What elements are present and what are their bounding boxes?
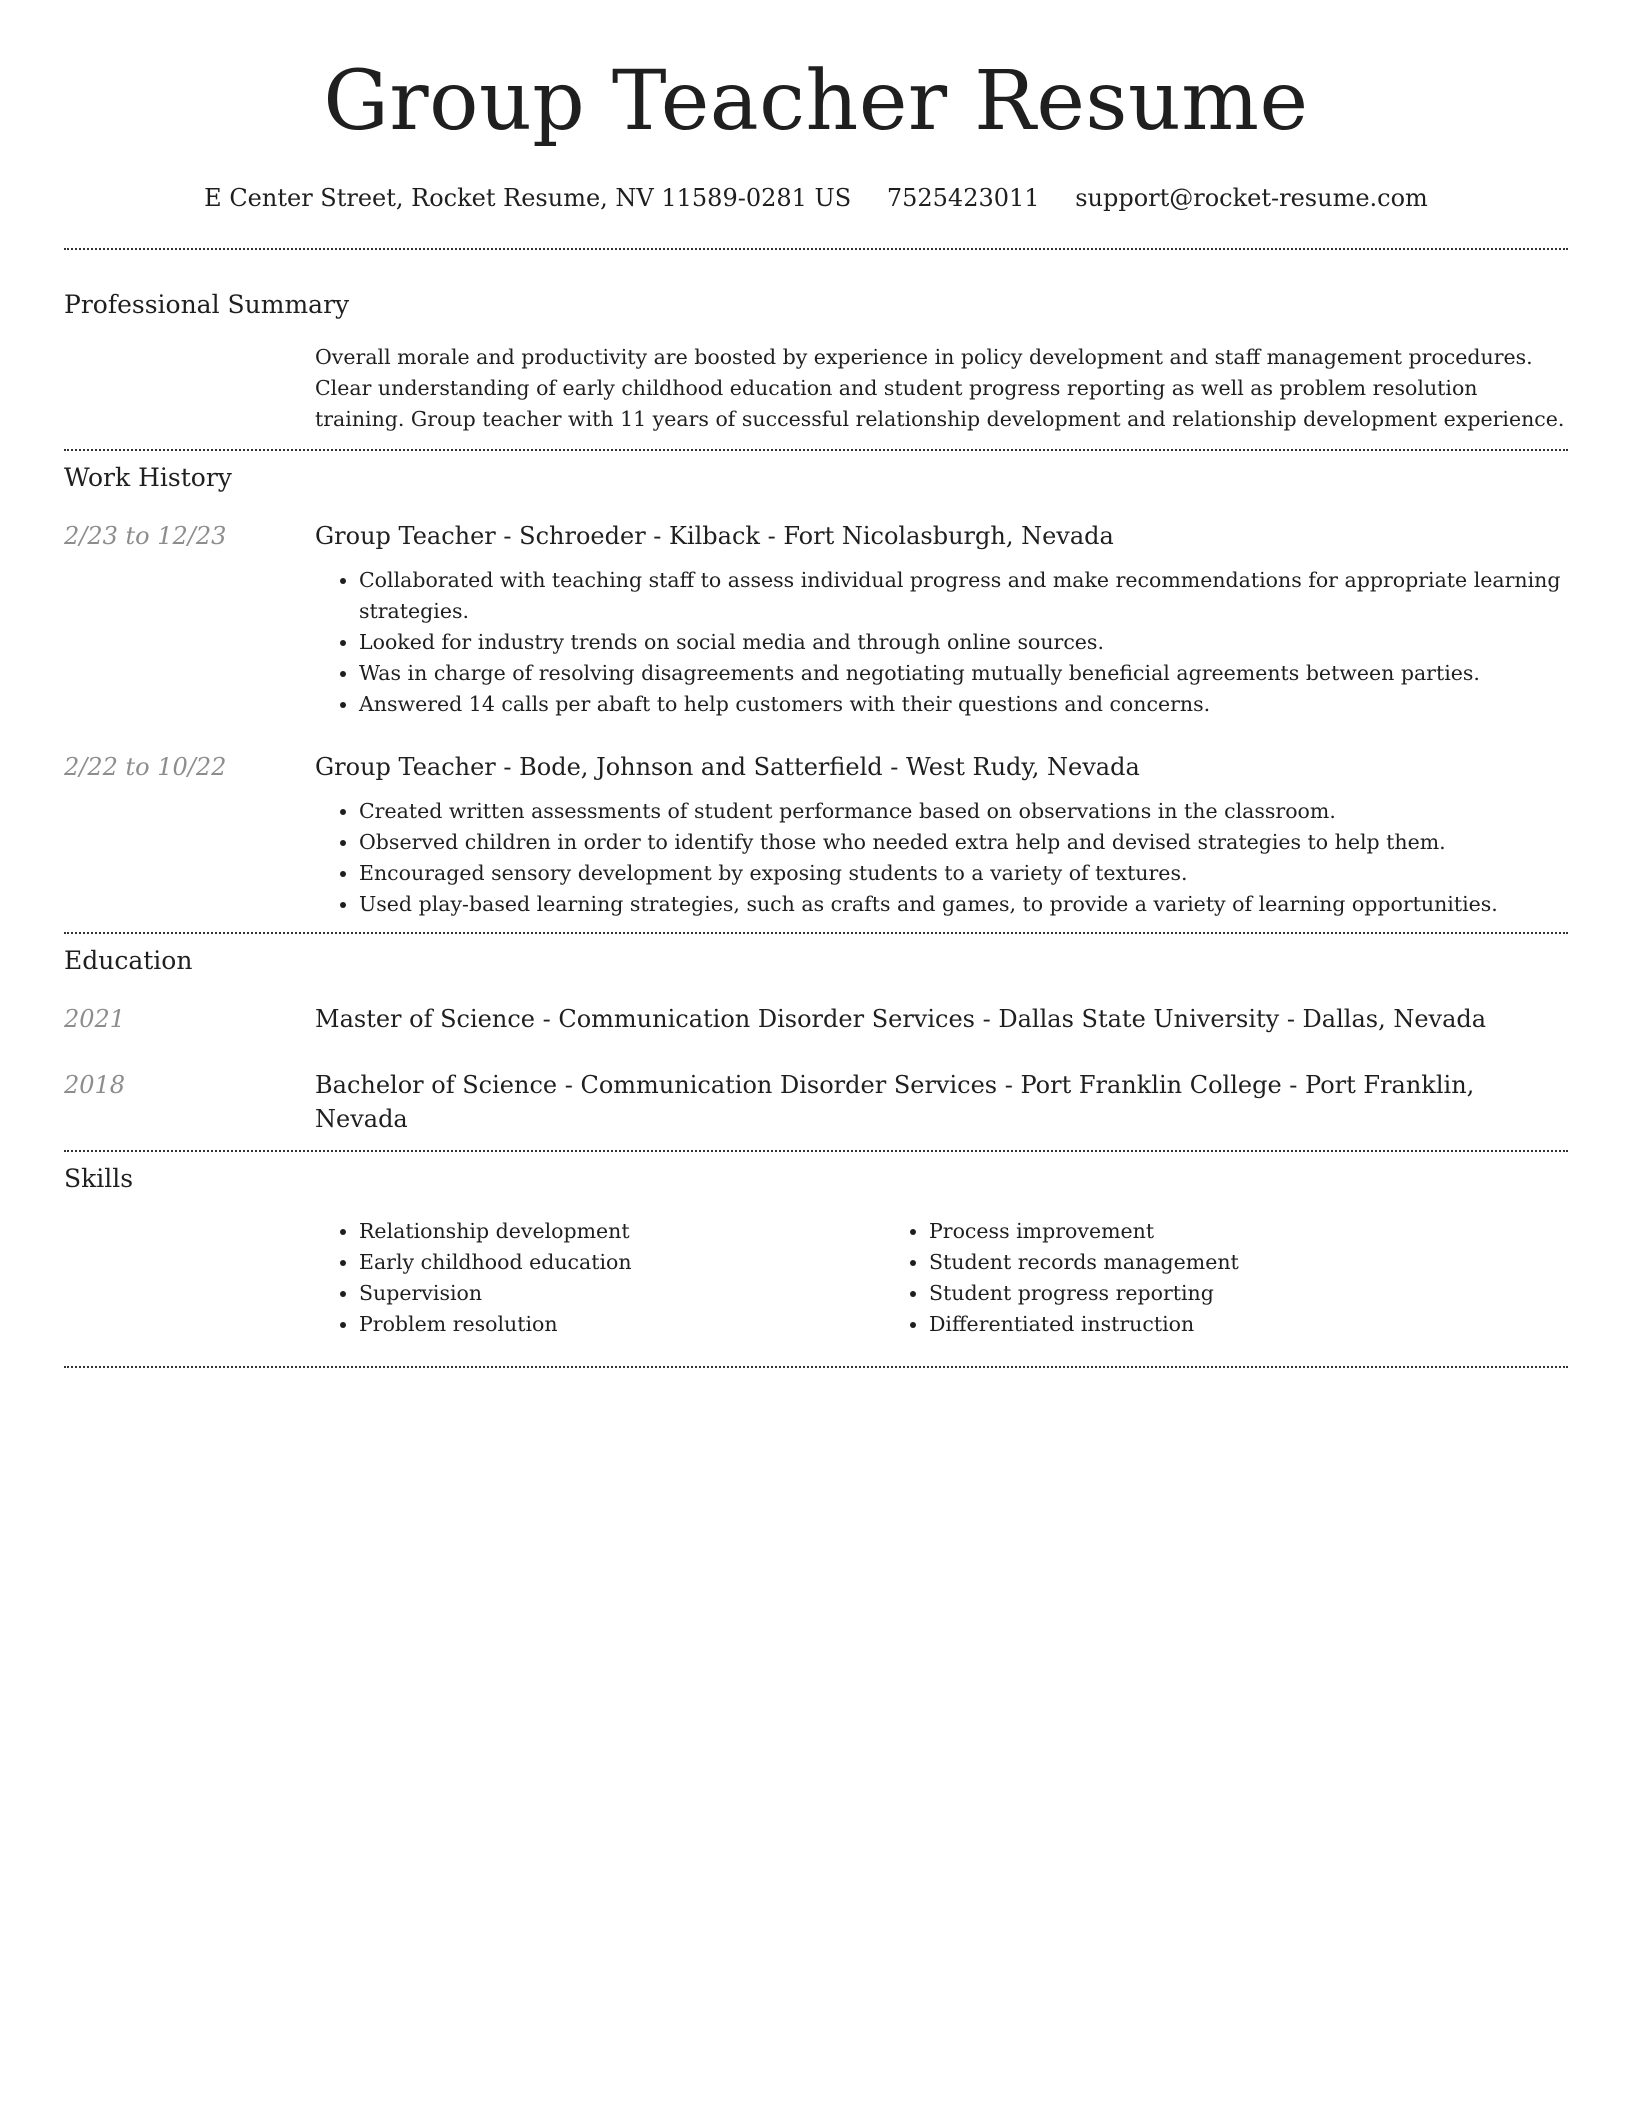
list-item: • Process improvement: [929, 1216, 1455, 1247]
education-entry: [64, 1068, 1568, 1136]
list-item: • Student records management: [929, 1247, 1455, 1278]
job-body: [315, 750, 1568, 932]
skills-list-left: [315, 1216, 885, 1340]
section-heading-education: Education: [64, 946, 193, 975]
list-item: • Created written assessments of student performance based on observations in the classroom.: [359, 796, 1568, 827]
education-entry: [64, 1002, 1568, 1036]
education-year: 2021: [64, 1005, 126, 1033]
job-bullets: [315, 796, 1568, 920]
list-item: • Encouraged sensory development by exposing students to a variety of textures.: [359, 858, 1568, 889]
skills-grid: [315, 1216, 1568, 1340]
list-item: • Answered 14 calls per abaft to help customers with their questions and concerns.: [359, 689, 1568, 720]
list-item: • Differentiated instruction: [929, 1309, 1455, 1340]
job-body: [315, 519, 1568, 720]
section-heading-skills: Skills: [64, 1164, 134, 1193]
job-dates: 2/23 to 12/23: [64, 522, 227, 550]
list-item: • Problem resolution: [359, 1309, 885, 1340]
job-title-line: Group Teacher - Bode, Johnson and Satterfield - West Rudy, Nevada: [315, 753, 1140, 781]
contact-address: E Center Street, Rocket Resume, NV 11589-0281 US: [204, 184, 852, 212]
job-company: Schroeder - Kilback - Fort Nicolasburgh, Nevada: [519, 522, 1114, 550]
contact-email: support@rocket-resume.com: [1075, 184, 1428, 212]
list-item: • Student progress reporting: [929, 1278, 1455, 1309]
education-school: Dallas State University - Dallas, Nevada: [998, 1005, 1487, 1033]
education-year: 2018: [64, 1071, 126, 1099]
skills-section: [64, 1152, 1568, 1366]
divider: [64, 1366, 1568, 1368]
contact-phone: 7525423011: [886, 184, 1040, 212]
list-item: • Used play-based learning strategies, such as crafts and games, to provide a variety of learning opportunities.: [359, 889, 1568, 920]
list-item: • Supervision: [359, 1278, 885, 1309]
job-title-line: Group Teacher - Schroeder - Kilback - Fort Nicolasburgh, Nevada: [315, 522, 1114, 550]
skills-list-right: [885, 1216, 1455, 1340]
contact-line: [64, 182, 1568, 214]
list-item: • Looked for industry trends on social media and through online sources.: [359, 627, 1568, 658]
list-item: • Observed children in order to identify those who needed extra help and devised strategies to help them.: [359, 827, 1568, 858]
job-title: Group Teacher: [315, 753, 496, 781]
list-item: • Was in charge of resolving disagreements and negotiating mutually beneficial agreements between parties.: [359, 658, 1568, 689]
work-section: [64, 451, 1568, 932]
job-entry: [64, 750, 1568, 932]
section-heading-summary: Professional Summary: [64, 290, 350, 319]
education-details: Bachelor of Science - Communication Disorder Services - Port Franklin College - Port Franklin, Nevada: [315, 1071, 1475, 1133]
resume-title: Group Teacher Resume: [323, 54, 1309, 149]
section-heading-work: Work History: [64, 463, 232, 492]
job-entry: [64, 519, 1568, 720]
list-item: • Collaborated with teaching staff to assess individual progress and make recommendations for appropriate learning strategies.: [359, 565, 1568, 627]
list-item: • Relationship development: [359, 1216, 885, 1247]
job-dates: 2/22 to 10/22: [64, 753, 227, 781]
list-item: • Early childhood education: [359, 1247, 885, 1278]
job-company: Bode, Johnson and Satterfield - West Rudy, Nevada: [519, 753, 1140, 781]
education-details: Master of Science - Communication Disorder Services - Dallas State University - Dallas, Nevada: [315, 1005, 1487, 1033]
education-degree: Master of Science - Communication Disorder Services: [315, 1005, 975, 1033]
education-degree: Bachelor of Science - Communication Disorder Services: [315, 1071, 998, 1099]
summary-text: Overall morale and productivity are boosted by experience in policy development and staff management procedures. Clear understanding of early childhood education and student progress reporting as well as problem resolution training. Group teacher with 11 years of successful relationship development and relationship development experience.: [315, 345, 1565, 431]
education-section: [64, 934, 1568, 1150]
job-title: Group Teacher: [315, 522, 496, 550]
job-bullets: [315, 565, 1568, 720]
summary-section: [64, 250, 1568, 435]
education-school: Port Franklin College - Port Franklin, Nevada: [315, 1071, 1475, 1133]
